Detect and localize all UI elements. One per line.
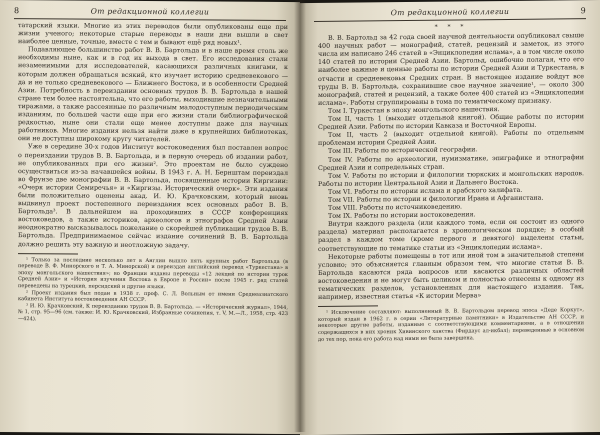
left-page-body — [18, 22, 288, 324]
volume-item: Том VIII. Работы по источниковедению. — [328, 203, 462, 212]
volume-item: Том I. Туркестан в эпоху монгольского нашествия. — [328, 105, 500, 115]
right-page-body — [318, 22, 584, 343]
right-page-header — [314, 6, 586, 22]
left-page — [0, 0, 300, 434]
left-page-number: 8 — [14, 6, 20, 16]
left-footnotes — [18, 257, 288, 325]
left-page-header — [14, 6, 286, 21]
volume-item: Том II, часть 2 (выходит отдельной книгой). Работы по отдельным проблемам истории Средней Азии. — [318, 129, 584, 148]
footnote: ² Проект издания был подан в 1938 г. проф. С. Л. Вольным от имени Среднеазиатского кабинета Института востоковедения АН СССР. — [18, 289, 288, 304]
volume-item: Том V. Работы по истории и филологии тюркских и монгольских народов. Работы по истории Центральной Азии и Дальнего Востока. — [318, 169, 584, 188]
right-footnotes — [318, 307, 584, 343]
right-paragraph: Внутри каждого раздела (или каждого тома, если он состоит из одного раздела) материал располагается в хронологическом порядке; в особый раздел в каждом томе (кроме первого и девятого) выделены статьи, соответствующие по тематике статьи из «Энциклопедии ислама». — [318, 218, 584, 253]
volume-item: Том III. Работы по исторической географии. — [328, 146, 478, 156]
right-page — [300, 0, 600, 435]
volume-item: Том VI. Работы по истории ислама и арабского халифата. — [328, 186, 523, 196]
left-paragraph: татарский языки. Многие из этих переводов были опубликованы еще при жизни ученого; некоторые старые переводы в наши дни вышли в свет наиболее ценные, точные, вместе с тем и бывают ещё ряд новых¹. — [18, 22, 288, 47]
footnote: ¹ Исключение составляют: выполненный В. В. Бартольдом перевод эпоса «Деде Коркут», который издан в 1962 г. в серии «Литературные памятники» в Издательстве АН СССР, и некоторые другие работы, изданные с соответствующими комментариями, а в отношении содержащихся в них хроник Хивинского ханства (Фирдаус ал-икбал); переведенные в основном до тех пор, пока его работа над ними не была завершена. — [318, 307, 584, 343]
footnote-separator — [18, 253, 78, 254]
section-ornament: * * * — [434, 23, 468, 31]
left-running-title: От редакционной коллегии — [90, 6, 210, 17]
volume-item: Том II, часть 1 (выходит отдельной книгой). Общие работы по истории Средней Азии. Работы по истории Кавказа и Восточной Европы. — [318, 113, 584, 132]
volume-list — [318, 105, 584, 221]
footnote: ¹ Только за последние несколько лет в Англии вышло пять крупных работ Бартольда (в переводе В. Ф. Минорского и Т. А. Минорской) и переиздан английский перевод «Туркестана» в эпоху монгольского нашествия»; во Франции изданы переводы «12 лекций по истории турок Средней Азии» и «История изучения Востока в Европе и России» после 1945 г. ряд статей переведены на турецкий, персидский и другие языки. — [18, 256, 288, 291]
volume-item: Том IV. Работы по археологии, нумизматике, эпиграфике и этнографии Средней Азии и сопредельных стран. — [318, 153, 584, 172]
right-paragraph: Некоторые работы помещены в тот или иной том в значительной степени условно; это объясняется главным образом тем, что многие статьи В. В. Бартольда касаются ряда вопросов или касаются различных областей востоковедения и не могут быть целиком и полностью отнесены к одному из тематических разделов, установленных для настоящего издания. Так, например, известная статья «К истории Мерва» — [318, 250, 584, 302]
right-running-title: От редакционной коллегии — [390, 6, 510, 18]
footnote-separator — [318, 306, 378, 308]
right-page-number: 9 — [580, 6, 586, 16]
left-paragraph: Уже в середине 30-х годов Институт востоковедения был поставлен вопрос о переиздании трудов В. В. Бартольда, и в первую очередь об издании работ, не опубликованных при его жизни². Это проектам не было суждено осуществиться из-за начавшейся войны. В 1943 г. А. Н. Бернштам переиздал во Фрунзе две монографии В. В. Бартольда, посвященные истории Киргизии: «Очерк истории Семиречья» и «Киргизы. Исторический очерк». Эти издания были положительно оценены акад. И. Ю. Крачковским, который вновь выдвинул проект постепенного переиздания всех основных работ В. В. Бартольда³. В дальнейшем на проходивших в СССР конференциях востоковедов, а также историков, археологов и этнографов Средней Азии неоднократно высказывалось пожелание о скорейшей публикации трудов В. В. Бартольда. Предпринимаемое сейчас издание сочинений В. В. Бартольда должно решить эту важную и неотложную задачу. — [18, 143, 288, 249]
left-paragraph: Подавляющее большинство работ В. В. Бартольда и в наше время столь же необходимы ныне, как и в год их выхода в свет. Его исследования стали незаменимыми для исследователей, касающихся различных книгами, к которым должен обращаться всякий, кто изучает историю средневекового — да и не только средневекового — Ближнего Востока, и в особенности Средней Азии. Потребность в переиздании основных трудов В. В. Бартольда в нашей стране тем более настоятельна, что его работы, выходившие незначительными тиражами, а также рассеянные по различным малодоступным периодическим изданиям, по большей части еще при его жизни стали библиографической редкостью, ныне они стали еще менее доступны даже для научных работников. Многие издания нельзя найти даже в крупнейших библиотеках, они не доступны широкому кругу читателей. — [18, 46, 288, 144]
right-paragraph: В. В. Бартольд за 42 года своей научной деятельности опубликовал свыше 400 научных работ — монографий, статей, рецензий и заметок, из этого числа им написано 246 статей в «Энциклопедии ислама», а в том числе около 140 статей по истории Средней Азии. Бартольд, ошибочно полагая, что его наиболее важные и ценные работы по истории Средней Азии и Туркестана, в отчасти и средневековья Средних стран. В настоящее издание войдут все труды В. В. Бартольда, сохранившие свое научное значение¹, — около 300 монографий, статей и рецензий, а также более 400 статей из «Энциклопедии ислама». Работы сгруппированы в тома по тематическому признаку. — [318, 32, 584, 107]
volume-item: Том VII. Работы по истории и филологии Ирана и Афганистана. — [328, 194, 544, 204]
volume-item: Том IX. Работы по истории востоковедения. — [328, 211, 476, 221]
footnote: ³ И. Ю. Крачковский, К переизданию трудов В. В. Бартольда. — «Исторический журнал», 1944, № 1, стр. 95—96 (см. также: И. Ю. Крачковский, Избранные сочинения, т. V, М.—Л., 1958, стр. 423—424). — [18, 302, 288, 323]
